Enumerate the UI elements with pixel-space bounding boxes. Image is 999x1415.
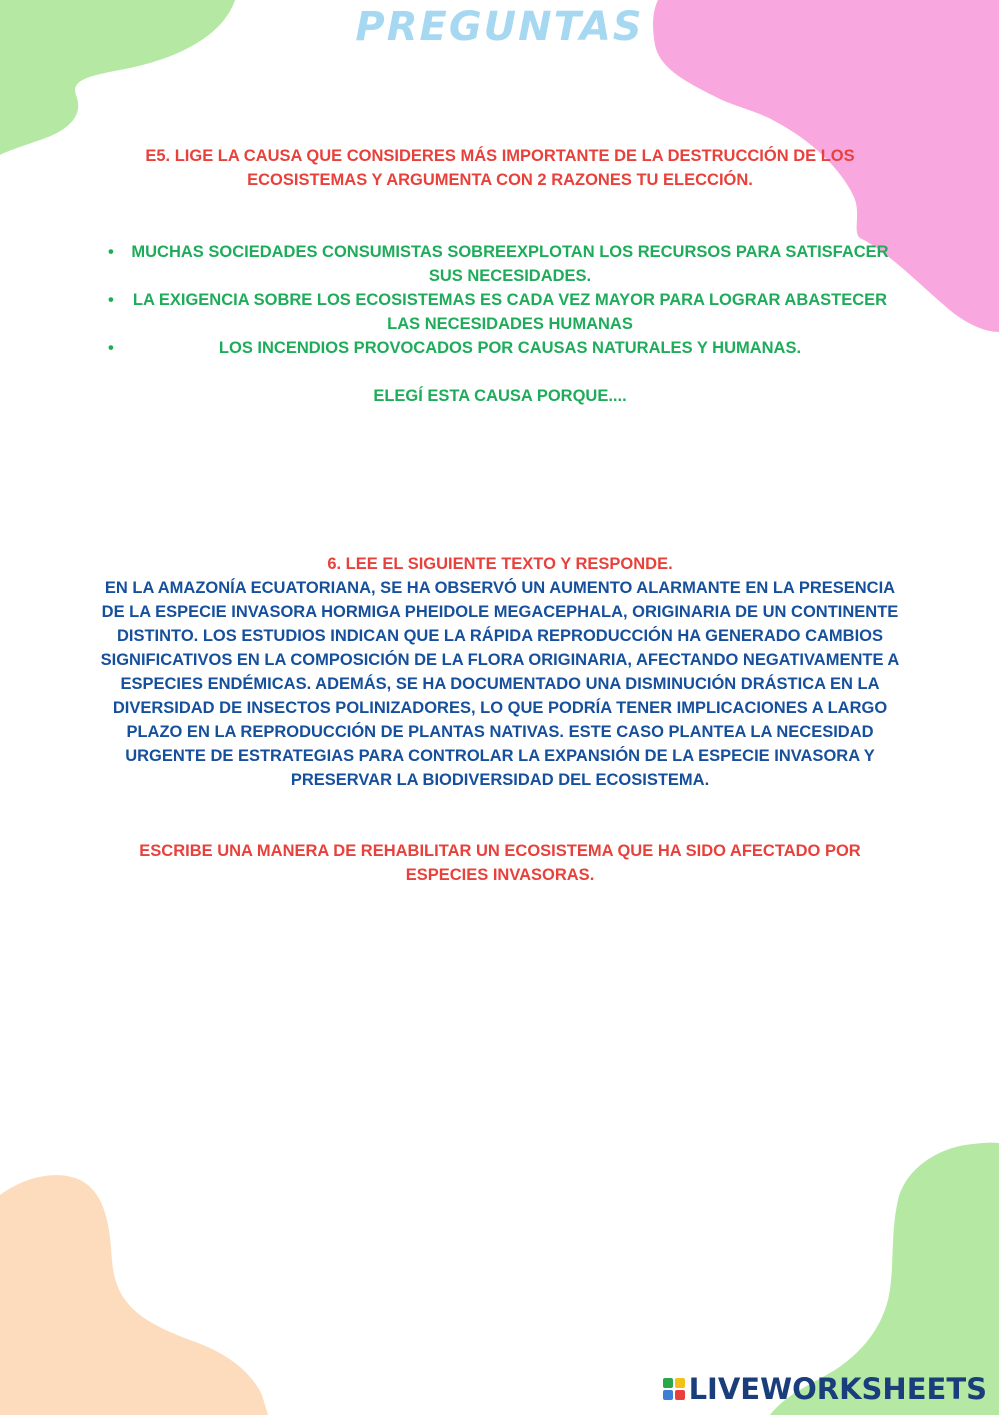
option-text: LA EXIGENCIA SOBRE LOS ECOSISTEMAS ES CADA VEZ MAYOR PARA LOGRAR ABASTECER LAS NECESIDADES HUMANAS [132,291,888,333]
question-6-heading: 6. LEE EL SIGUIENTE TEXTO Y RESPONDE. [327,555,673,573]
liveworksheets-logo [663,1371,987,1407]
question-5-prompt: E5. LIGE LA CAUSA QUE CONSIDERES MÁS IMPORTANTE DE LA DESTRUCCIÓN DE LOS ECOSISTEMAS Y ARGUMENTA CON 2 RAZONES TU ELECCIÓN. [145,147,855,189]
option-text: LOS INCENDIOS PROVOCADOS POR CAUSAS NATURALES Y HUMANAS. [218,339,802,357]
bullet-icon: • [108,339,114,357]
option-item [100,288,900,336]
bullet-icon: • [108,291,114,309]
option-item [100,240,900,288]
page-title: PREGUNTAS [355,4,644,50]
option-text: MUCHAS SOCIEDADES CONSUMISTAS SOBREEXPLOTAN LOS RECURSOS PARA SATISFACER SUS NECESIDADES. [131,243,889,285]
bullet-icon: • [108,243,114,261]
logo-icon [663,1378,685,1400]
blob-bottom-left-peach [0,1175,268,1415]
question-6-text: EN LA AMAZONÍA ECUATORIANA, SE HA OBSERVÓ UN AUMENTO ALARMANTE EN LA PRESENCIA DE LA ESPECIE INVASORA HORMIGA PHEIDOLE MEGACEPHALA, ORIGINARIA DE UN CONTINENTE DISTINTO. LOS ESTUDIOS INDICAN QUE LA RÁPIDA REPRODUCCIÓN HA GENERADO CAMBIOS SIGNIFICATIVOS EN LA COMPOSICIÓN DE LA FLORA ORIGINARIA, AFECTANDO NEGATIVAMENTE A ESPECIES ENDÉMICAS. ADEMÁS, SE HA DOCUMENTADO UNA DISMINUCIÓN DRÁSTICA EN LA DIVERSIDAD DE INSECTOS POLINIZADORES, LO QUE PODRÍA TENER IMPLICACIONES A LARGO PLAZO EN LA REPRODUCCIÓN DE PLANTAS NATIVAS. ESTE CASO PLANTEA LA NECESIDAD URGENTE DE ESTRATEGIAS PARA CONTROLAR LA EXPANSIÓN DE LA ESPECIE INVASORA Y PRESERVAR LA BIODIVERSIDAD DEL ECOSISTEMA. [100,579,900,789]
answer-start-text: ELEGÍ ESTA CAUSA PORQUE.... [373,387,627,405]
question-5-options [100,240,900,360]
question-6-instruction: ESCRIBE UNA MANERA DE REHABILITAR UN ECOSISTEMA QUE HA SIDO AFECTADO POR ESPECIES INVASORAS. [139,842,861,884]
logo-text: LIVEWORKSHEETS [688,1372,987,1406]
option-item [100,336,900,360]
